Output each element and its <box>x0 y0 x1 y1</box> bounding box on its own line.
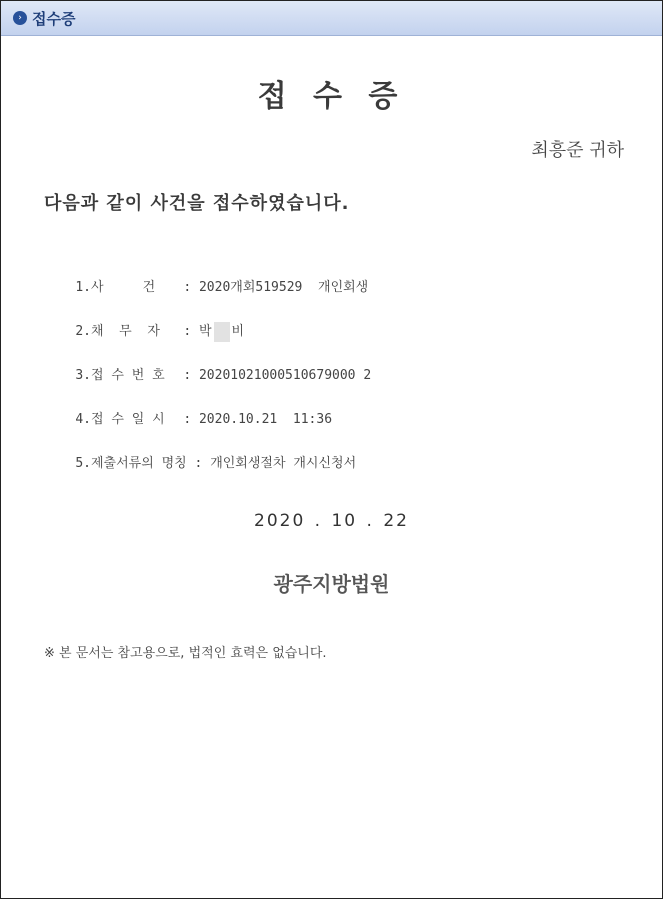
document-title: 접 수 증 <box>257 79 406 114</box>
item-value-suffix: 비 <box>231 324 245 339</box>
item-receipt-datetime <box>44 393 332 442</box>
redaction-block <box>214 322 230 342</box>
recipient: 최흥준 귀하 <box>531 140 624 161</box>
intro-text: 다음과 같이 사건을 접수하였습니다. <box>44 193 350 214</box>
item-value: 2020개회519529 개인회생 <box>198 280 369 295</box>
item-label: 1.사 건 <box>75 280 156 295</box>
item-label: 2.채 무 자 <box>75 324 160 339</box>
disclaimer-note: ※ 본 문서는 참고용으로, 법적인 효력은 없습니다. <box>44 646 327 661</box>
item-value: 2020.10.21 11:36 <box>198 412 333 427</box>
court-name: 광주지방법원 <box>273 572 390 596</box>
item-document-name <box>44 437 356 486</box>
item-case <box>44 261 368 310</box>
item-label: 5.제출서류의 명칭 <box>75 456 187 471</box>
colon: : <box>183 412 199 427</box>
item-value: 개인회생절차 개시신청서 <box>210 456 357 471</box>
item-label: 4.접 수 일 시 <box>75 412 165 427</box>
colon: : <box>183 368 199 383</box>
item-value: 20201021000510679000 2 <box>198 368 372 383</box>
window-title: 접수증 <box>32 10 76 28</box>
item-value-prefix: 박 <box>198 324 212 339</box>
colon: : <box>186 456 211 471</box>
item-receipt-number <box>44 349 371 398</box>
issue-date: 2020 . 10 . 22 <box>254 511 409 531</box>
title-bar <box>1 1 662 36</box>
chevron-right-icon: › <box>13 11 27 25</box>
colon: : <box>183 280 199 295</box>
item-label: 3.접 수 번 호 <box>75 368 165 383</box>
colon: : <box>183 324 199 339</box>
